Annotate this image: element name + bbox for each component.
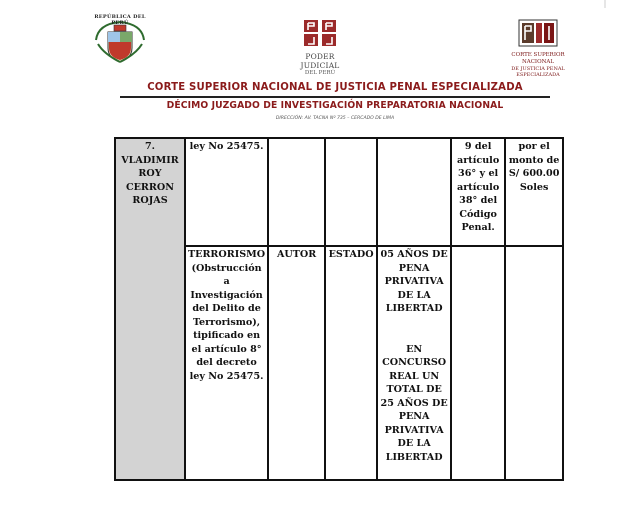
penalty-line: TOTAL DE <box>386 384 442 395</box>
legal-basis-cell <box>451 246 505 480</box>
crime-line: (Obstrucción <box>191 262 262 274</box>
status-text: ESTADO <box>328 249 374 260</box>
role-cell <box>268 138 325 246</box>
amount-cell <box>505 246 563 480</box>
shield-caption: REPÚBLICA DEL PERÚ <box>94 14 146 26</box>
penalty-line: PRIVATIVA <box>384 276 444 287</box>
page-edge-mark <box>604 0 606 8</box>
defendant-name-line: CERRON <box>125 181 175 193</box>
corte-superior-icon <box>516 18 560 48</box>
court-subtitle-heading: DÉCIMO JUZGADO DE INVESTIGACIÓN PREPARATORIA NACIONAL <box>166 100 504 111</box>
penalty-line: EN <box>406 343 423 355</box>
pj-logo-title: PODER JUDICIAL <box>300 52 340 70</box>
role-text: AUTOR <box>276 249 317 260</box>
header-divider <box>120 96 550 98</box>
crime-text: ley No 25475. <box>189 141 264 152</box>
crime-line: a <box>223 276 230 287</box>
penalty-line: REAL UN <box>389 370 440 382</box>
legal-basis-line: artículo <box>457 181 500 193</box>
crime-cell <box>185 138 268 246</box>
penalty-line: CONCURSO <box>382 357 447 368</box>
crime-cell <box>185 246 268 480</box>
amount-line: por el <box>518 141 550 152</box>
amount-cell <box>505 138 563 246</box>
crime-line: TERRORISMO <box>188 249 266 260</box>
defendant-name-line: VLADIMIR <box>121 154 179 166</box>
crime-line: Terrorismo), <box>192 316 261 328</box>
penalty-line: PRIVATIVA <box>384 424 444 436</box>
crime-line: del Delito de <box>192 303 261 314</box>
legal-basis-line: 36° y el <box>458 168 499 179</box>
penalty-line: 05 AÑOS DE <box>380 249 448 260</box>
penalty-spacer <box>380 316 448 343</box>
legal-basis-cell <box>451 138 505 246</box>
poder-judicial-icon <box>302 18 338 48</box>
status-cell <box>325 246 377 480</box>
penalty-line: LIBERTAD <box>385 303 443 314</box>
crime-line: el artículo 8° <box>191 343 262 355</box>
penalty-line: DE LA <box>397 289 431 301</box>
amount-line: Soles <box>519 181 549 193</box>
penalty-line: LIBERTAD <box>385 451 443 463</box>
poder-judicial-logo <box>285 18 355 76</box>
crime-line: del decreto <box>196 357 257 368</box>
crime-line: Investigación <box>190 289 263 301</box>
penalty-cell <box>377 246 451 480</box>
table-row <box>115 138 563 246</box>
peru-coat-of-arms <box>88 14 152 66</box>
legal-basis-line: artículo <box>457 154 500 166</box>
defendant-number: 7. <box>144 141 155 152</box>
amount-line: monto de <box>508 154 560 166</box>
legal-basis-line: Código <box>459 208 497 220</box>
defendant-name-line: ROJAS <box>132 195 168 206</box>
penalty-line: PENA <box>398 411 430 422</box>
legal-basis-line: Penal. <box>461 222 495 233</box>
penalty-cell <box>377 138 451 246</box>
court-address: DIRECCIÓN: AV. TACNA Nº 735 – CERCADO DE LIMA <box>275 116 395 121</box>
status-cell <box>325 138 377 246</box>
defendant-name-line: ROY <box>138 168 162 179</box>
penalty-line: DE LA <box>397 438 431 449</box>
cs-logo-subtitle: DE JUSTICIA PENAL ESPECIALIZADA <box>511 66 565 78</box>
corte-superior-logo <box>498 18 578 78</box>
penalty-line: PENA <box>398 262 430 274</box>
amount-line: S/ 600.00 <box>508 168 560 179</box>
defendants-table <box>114 137 564 481</box>
legal-basis-line: 9 del <box>464 141 492 152</box>
cs-logo-title: CORTE SUPERIOR NACIONAL <box>511 52 565 65</box>
legal-basis-line: 38° del <box>459 195 498 206</box>
role-cell <box>268 246 325 480</box>
court-name-heading: CORTE SUPERIOR NACIONAL DE JUSTICIA PENAL ESPECIALIZADA <box>147 80 523 93</box>
crime-line: ley No 25475. <box>189 370 264 382</box>
penalty-line: 25 AÑOS DE <box>380 397 448 409</box>
defendant-name-cell <box>115 138 185 480</box>
crime-line: tipificado en <box>193 330 261 341</box>
pj-logo-subtitle: DEL PERÚ <box>304 70 336 76</box>
